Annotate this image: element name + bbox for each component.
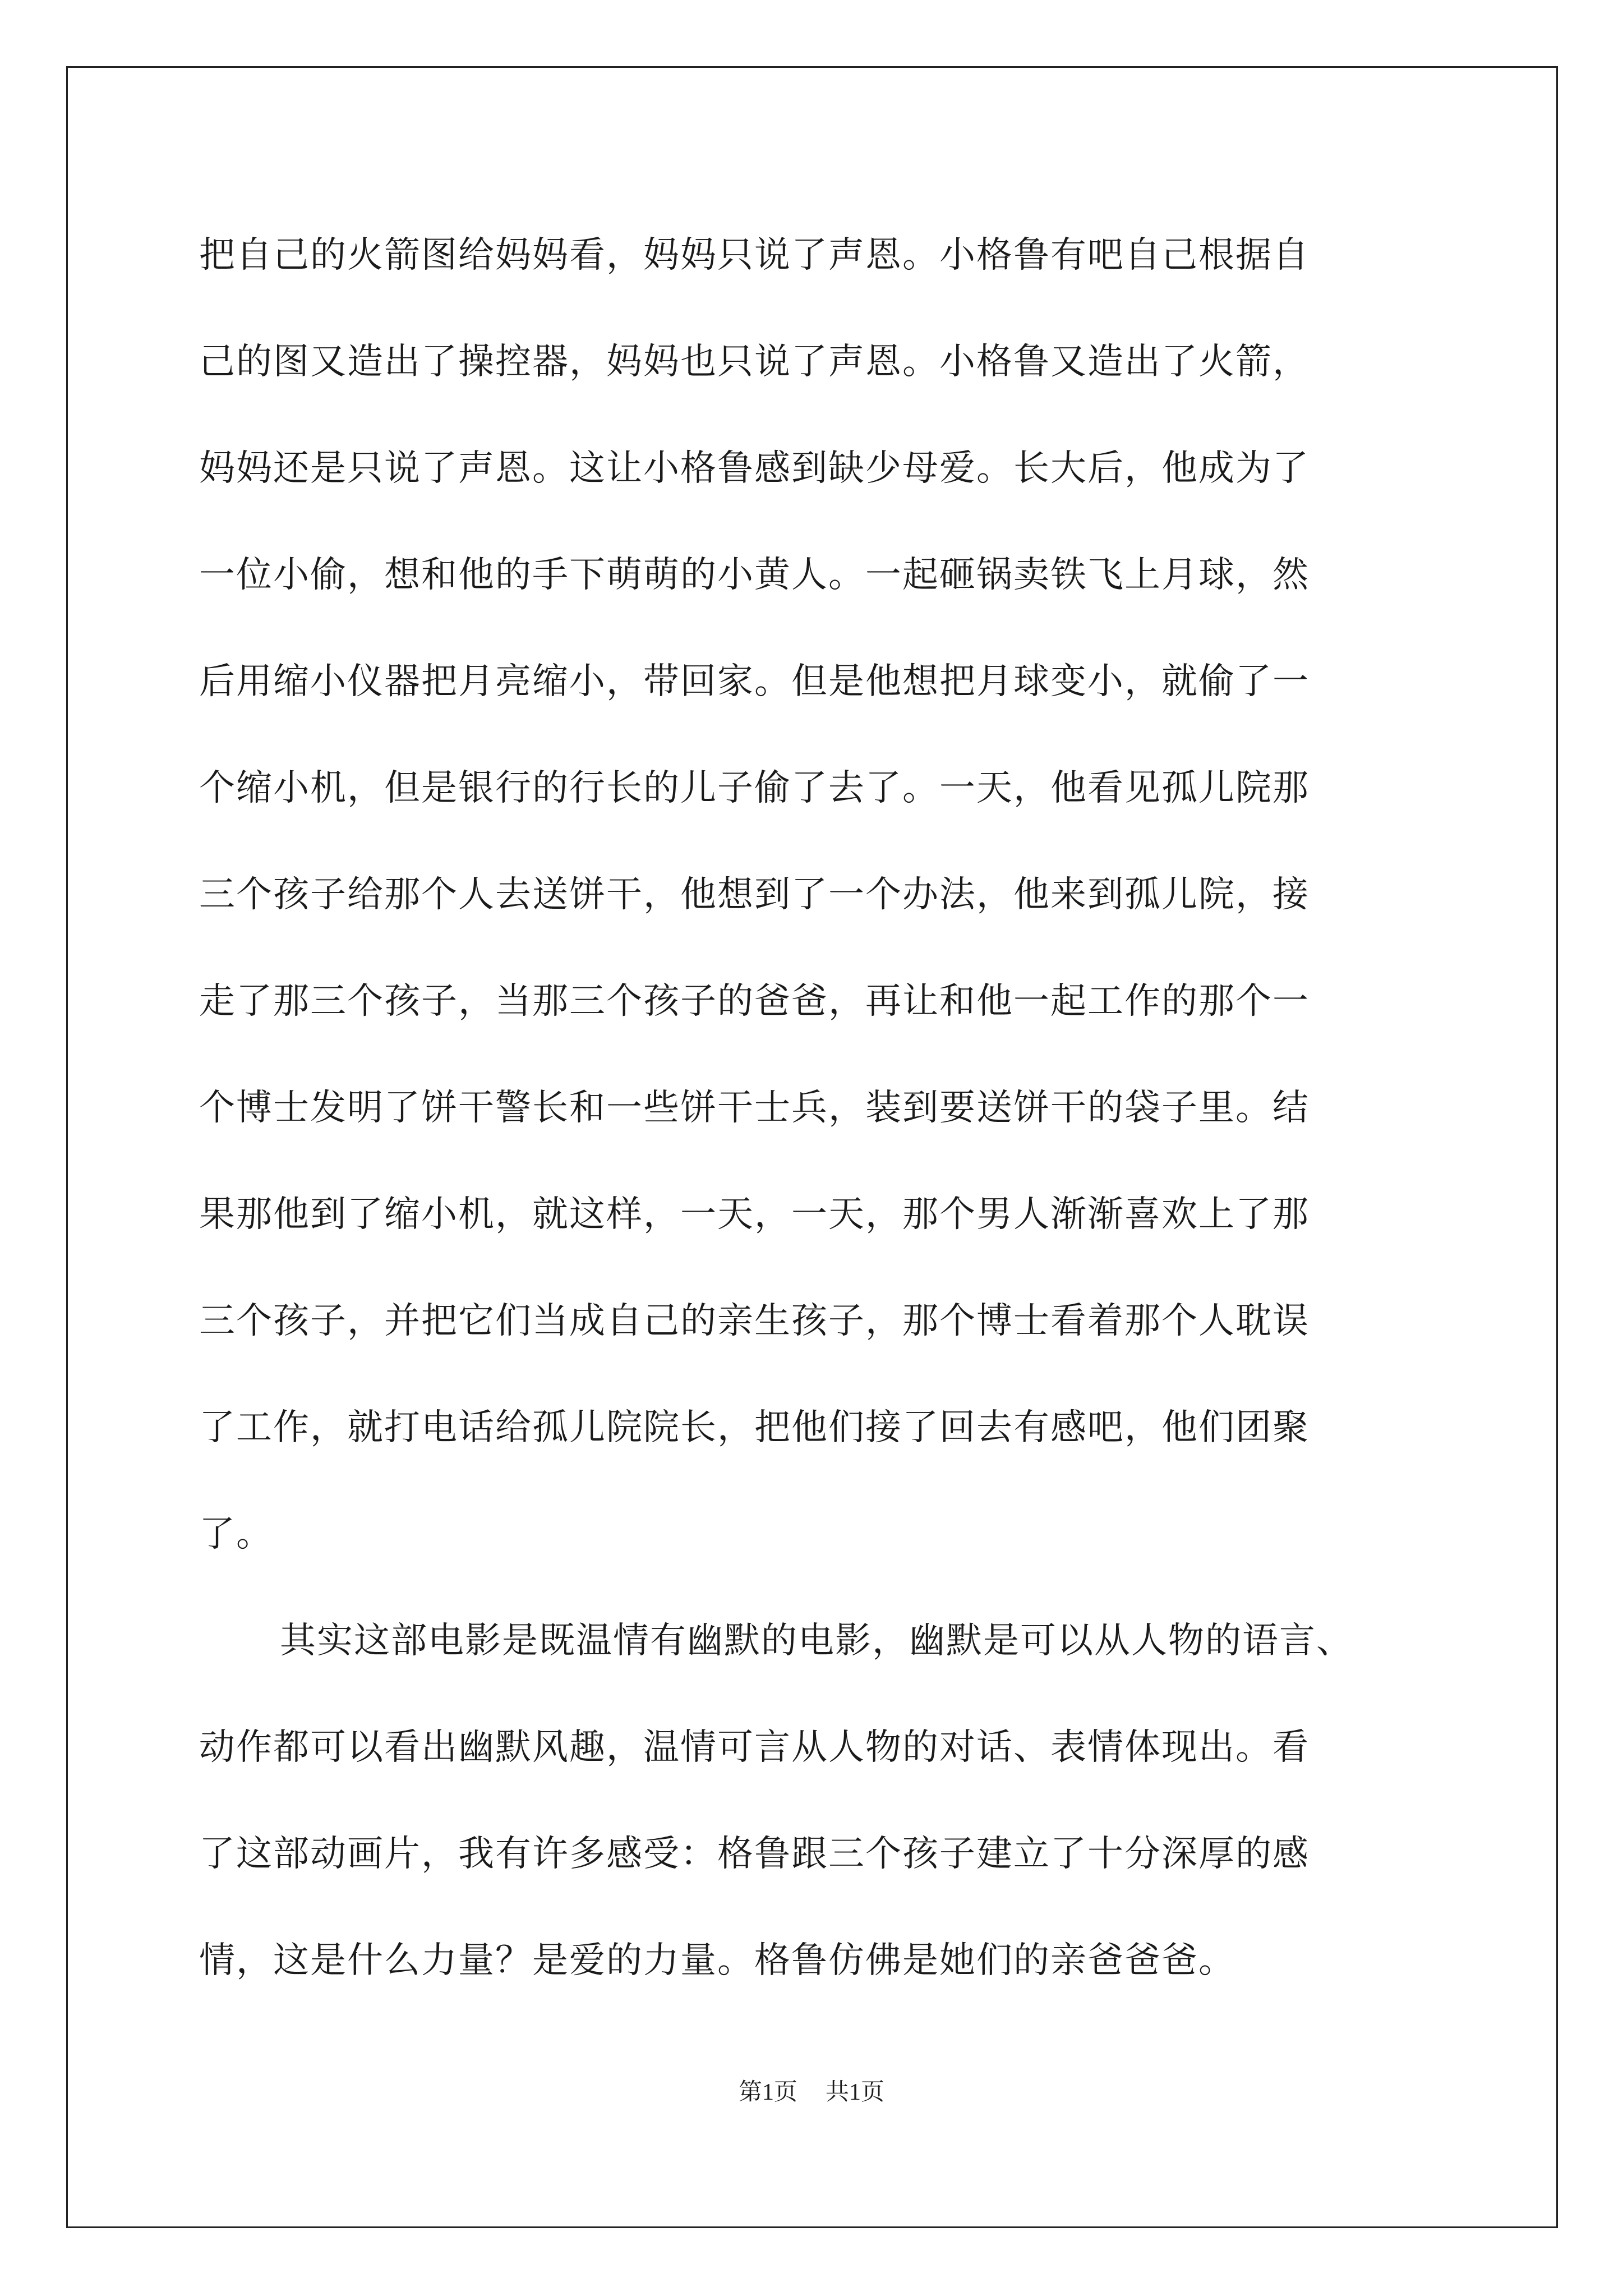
page-number-current: 第1页: [738, 2079, 797, 2105]
text-line: 果那他到了缩小机，就这样，一天，一天，那个男人渐渐喜欢上了那: [199, 1194, 1310, 1235]
text-line: 了工作，就打电话给孤儿院院长，把他们接了回去有感吧，他们团聚: [199, 1407, 1310, 1448]
text-line: 一位小偷，想和他的手下萌萌的小黄人。一起砸锅卖铁飞上月球，然: [199, 554, 1310, 596]
document-body: [199, 202, 1422, 2014]
text-line: 三个孩子，并把它们当成自己的亲生孩子，那个博士看着那个人耽误: [199, 1300, 1310, 1342]
text-line: 个博士发明了饼干警长和一些饼干士兵，装到要送饼干的袋子里。结: [199, 1087, 1310, 1129]
text-line: 情，这是什么力量？是爱的力量。格鲁仿佛是她们的亲爸爸爸。: [199, 1940, 1235, 1981]
text-line: 妈妈还是只说了声恩。这让小格鲁感到缺少母爱。长大后，他成为了: [199, 448, 1310, 489]
page-footer: [0, 2076, 1623, 2109]
text-line: 了这部动画片，我有许多感受：格鲁跟三个孩子建立了十分深厚的感: [199, 1833, 1310, 1875]
text-line: 己的图又造出了操控器，妈妈也只说了声恩。小格鲁又造出了火箭，: [199, 341, 1310, 383]
text-line: 三个孩子给那个人去送饼干，他想到了一个办法，他来到孤儿院，接: [199, 874, 1310, 915]
text-line: 个缩小机，但是银行的行长的儿子偷了去了。一天，他看见孤儿院那: [199, 767, 1310, 809]
page-number-total: 共1页: [826, 2079, 885, 2105]
text-line: 把自己的火箭图给妈妈看，妈妈只说了声恩。小格鲁有吧自己根据自: [199, 234, 1310, 276]
text-line: 了。: [199, 1513, 273, 1555]
text-line-indented: 其实这部电影是既温情有幽默的电影，幽默是可以从人物的语言、: [280, 1620, 1353, 1662]
text-line: 走了那三个孩子，当那三个孩子的爸爸，再让和他一起工作的那个一: [199, 981, 1310, 1022]
text-line: 动作都可以看出幽默风趣，温情可言从人物的对话、表情体现出。看: [199, 1727, 1310, 1768]
text-line: 后用缩小仪器把月亮缩小，带回家。但是他想把月球变小，就偷了一: [199, 661, 1310, 702]
